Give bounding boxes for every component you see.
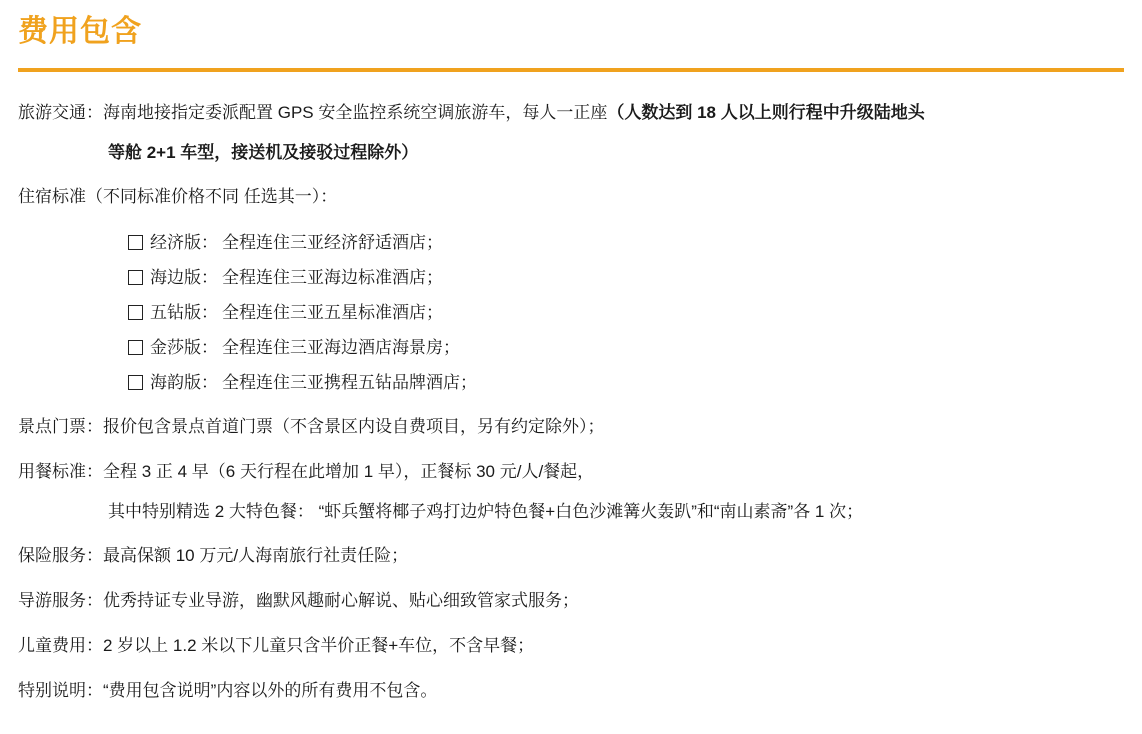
hotel-option-golden-sand[interactable] bbox=[128, 332, 1124, 363]
row-guide-value: 优秀持证专业导游，幽默风趣耐心解说、贴心细致管家式服务； bbox=[103, 591, 579, 610]
row-child-fee-label: 儿童费用： bbox=[18, 636, 103, 655]
hotel-option-economy[interactable] bbox=[128, 227, 1124, 258]
row-tickets-value: 报价包含景点首道门票（不含景区内设自费项目，另有约定除外）； bbox=[103, 417, 605, 436]
checkbox-icon[interactable] bbox=[128, 235, 143, 250]
hotel-option-desc: 全程连住三亚五星标准酒店； bbox=[222, 303, 443, 322]
section-header bbox=[18, 0, 1124, 72]
hotel-option-desc: 全程连住三亚海边标准酒店； bbox=[222, 268, 443, 287]
row-meals bbox=[18, 457, 1124, 487]
row-transport-value-normal: 海南地接指定委派配置 GPS 安全监控系统空调旅游车，每人一正座 bbox=[103, 103, 608, 122]
row-special-note bbox=[18, 676, 1124, 706]
row-insurance-label: 保险服务： bbox=[18, 546, 103, 565]
row-tickets-label: 景点门票： bbox=[18, 417, 103, 436]
row-accommodation-label: 住宿标准（不同标准价格不同 任选其一）： bbox=[18, 187, 338, 206]
checkbox-icon[interactable] bbox=[128, 270, 143, 285]
content-body bbox=[18, 72, 1124, 706]
hotel-option-name: 五钻版： bbox=[150, 303, 218, 322]
row-transport-label: 旅游交通： bbox=[18, 103, 103, 122]
row-transport-value bbox=[103, 98, 1124, 128]
hotel-option-list bbox=[18, 227, 1124, 398]
row-guide bbox=[18, 586, 1124, 616]
row-insurance-value: 最高保额 10 万元/人海南旅行社责任险； bbox=[103, 546, 409, 565]
hotel-option-name: 海边版： bbox=[150, 268, 218, 287]
checkbox-icon[interactable] bbox=[128, 375, 143, 390]
hotel-option-name: 经济版： bbox=[150, 233, 218, 252]
hotel-option-name: 海韵版： bbox=[150, 373, 218, 392]
checkbox-icon[interactable] bbox=[128, 305, 143, 320]
hotel-option-sea-rhyme[interactable] bbox=[128, 367, 1124, 398]
row-special-note-label: 特别说明： bbox=[18, 681, 103, 700]
row-transport-value-bold: （人数达到 18 人以上则行程中升级陆地头 bbox=[607, 103, 925, 122]
row-guide-label: 导游服务： bbox=[18, 591, 103, 610]
hotel-option-desc: 全程连住三亚携程五钻品牌酒店； bbox=[222, 373, 477, 392]
row-special-note-value: “费用包含说明”内容以外的所有费用不包含。 bbox=[103, 681, 438, 700]
hotel-option-name: 金莎版： bbox=[150, 338, 218, 357]
row-meals-continuation: 其中特别精选 2 大特色餐： “虾兵蟹将椰子鸡打边炉特色餐+白色沙滩篝火轰趴”和“南山素斋”各 1 次； bbox=[108, 502, 864, 521]
row-meals-label: 用餐标准： bbox=[18, 462, 103, 481]
hotel-option-desc: 全程连住三亚经济舒适酒店； bbox=[222, 233, 443, 252]
row-transport bbox=[18, 98, 1124, 128]
row-insurance bbox=[18, 541, 1124, 571]
row-transport-continuation: 等舱 2+1 车型，接送机及接驳过程除外） bbox=[108, 143, 419, 162]
row-child-fee bbox=[18, 631, 1124, 661]
row-tickets bbox=[18, 412, 1124, 442]
hotel-option-desc: 全程连住三亚海边酒店海景房； bbox=[222, 338, 460, 357]
checkbox-icon[interactable] bbox=[128, 340, 143, 355]
hotel-option-seaside[interactable] bbox=[128, 262, 1124, 293]
row-meals-value: 全程 3 正 4 早（6 天行程在此增加 1 早），正餐标 30 元/人/餐起， bbox=[103, 462, 595, 481]
row-accommodation bbox=[18, 182, 1124, 212]
page-title: 费用包含 bbox=[18, 15, 142, 48]
row-child-fee-value: 2 岁以上 1.2 米以下儿童只含半价正餐+车位，不含早餐； bbox=[103, 636, 535, 655]
hotel-option-five-diamond[interactable] bbox=[128, 297, 1124, 328]
